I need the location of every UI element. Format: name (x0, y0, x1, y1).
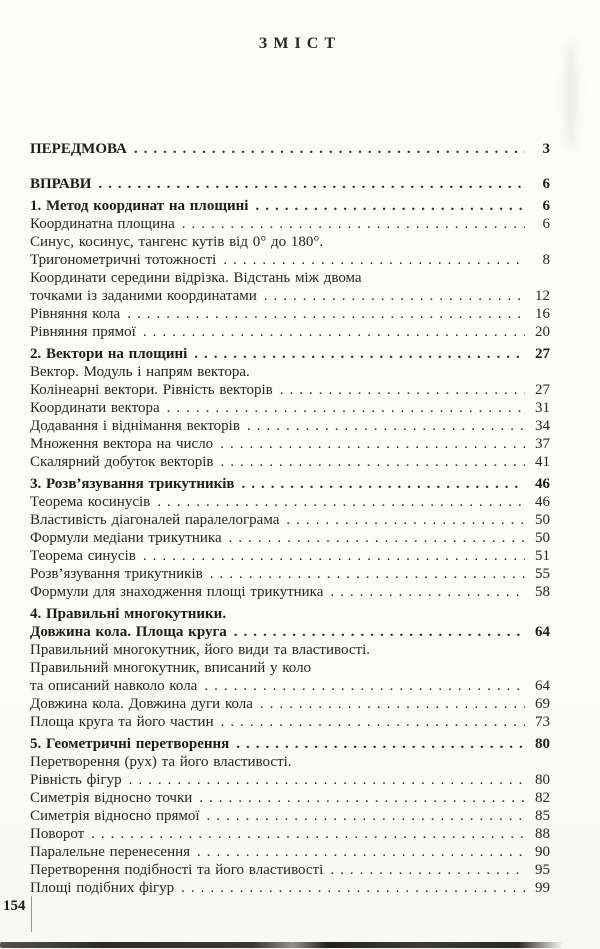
dot-leader (182, 215, 525, 233)
toc-page-number: 27 (535, 346, 550, 362)
dot-leader (204, 677, 525, 695)
toc-page-number: 8 (542, 252, 550, 268)
toc-line (30, 381, 550, 399)
dot-leader (221, 713, 525, 731)
toc-entry-title: Симетрія відносно точки (30, 790, 193, 806)
toc-entry (30, 789, 550, 807)
toc-entry-title: Площа круга та його частин (30, 714, 214, 730)
toc-entry-title: Координатна площина (30, 216, 175, 232)
toc-entry (30, 605, 550, 641)
toc-entry (30, 879, 550, 897)
toc-page-number: 6 (542, 198, 550, 214)
toc-page-number: 64 (535, 624, 550, 640)
toc-entry (30, 399, 550, 417)
toc-entry-title: 1. Метод координат на площині (30, 198, 249, 214)
toc-line (30, 417, 550, 435)
toc-entry (30, 547, 550, 565)
toc-line (30, 713, 550, 731)
dot-leader (280, 381, 525, 399)
toc-entry-title: Рівність фігур (30, 772, 122, 788)
scan-bottom-edge (0, 942, 563, 948)
toc-line (30, 695, 550, 713)
toc-entry (30, 363, 550, 399)
dot-leader (207, 807, 525, 825)
dot-leader (167, 399, 525, 417)
dot-leader (330, 861, 525, 879)
toc-entry (30, 641, 550, 695)
toc-entry-title: Симетрія відносно прямої (30, 808, 200, 824)
toc-entry-title: Тригонометричні тотожності (30, 252, 217, 268)
toc-page-number: 12 (535, 288, 550, 304)
toc-entry-title: Рівняння прямої (30, 324, 136, 340)
toc-entry (30, 861, 550, 879)
toc-entry (30, 695, 550, 713)
toc-entry (30, 583, 550, 601)
toc-entry-title: ПЕРЕДМОВА (30, 141, 127, 157)
toc-line (30, 807, 550, 825)
dot-leader (247, 417, 525, 435)
toc-entry-title: Перетворення (рух) та його властивості. (30, 754, 292, 770)
scan-smudge (566, 40, 576, 150)
toc-page-number: 6 (542, 216, 550, 232)
toc-entry-title: Довжина кола. Довжина дуги кола (30, 696, 253, 712)
toc-line (30, 623, 550, 641)
dot-leader (127, 305, 525, 323)
toc-line (30, 305, 550, 323)
toc-page-number: 20 (535, 324, 550, 340)
toc-line (30, 861, 550, 879)
toc-entry-title: Додавання і віднімання векторів (30, 418, 240, 434)
toc-page-number: 55 (535, 566, 550, 582)
dot-leader (194, 345, 525, 363)
toc-entry (30, 713, 550, 731)
dot-leader (134, 140, 525, 158)
toc-line (30, 269, 550, 287)
toc-line (30, 435, 550, 453)
dot-leader (229, 529, 525, 547)
dot-leader (91, 825, 525, 843)
toc-entry-title: Координати середини відрізка. Відстань між двома (30, 270, 362, 286)
dot-leader (129, 771, 525, 789)
toc-entry-title: Довжина кола. Площа круга (30, 624, 227, 640)
toc-page-number: 50 (535, 530, 550, 546)
toc-line (30, 843, 550, 861)
toc-entry-title: та описаний навколо кола (30, 678, 198, 694)
toc-entry (30, 493, 550, 511)
toc-entry (30, 140, 550, 158)
toc-page-number: 50 (535, 512, 550, 528)
toc-page-number: 85 (535, 808, 550, 824)
toc-line (30, 605, 550, 623)
dot-leader (264, 287, 525, 305)
toc-line (30, 233, 550, 251)
toc-line (30, 215, 550, 233)
dot-leader (199, 789, 525, 807)
dot-leader (255, 197, 525, 215)
toc-line (30, 659, 550, 677)
toc-page-number: 16 (535, 306, 550, 322)
toc-entry-title: Формули для знаходження площі трикутника (30, 584, 324, 600)
toc-entry (30, 435, 550, 453)
toc-entry (30, 323, 550, 341)
toc-line (30, 251, 550, 269)
toc-line (30, 789, 550, 807)
toc-page-number: 46 (535, 494, 550, 510)
toc-entry (30, 197, 550, 215)
dot-leader (260, 695, 525, 713)
toc-entry (30, 233, 550, 269)
toc-entry (30, 753, 550, 789)
toc-line (30, 565, 550, 583)
toc-line (30, 677, 550, 695)
dot-leader (223, 251, 525, 269)
toc-page-number: 6 (542, 176, 550, 192)
toc-entry-title: 5. Геометричні перетворення (30, 736, 230, 752)
toc-entry (30, 825, 550, 843)
toc-entry-title: Поворот (30, 826, 85, 842)
toc-page-number: 64 (535, 678, 550, 694)
page-title: ЗМІСТ (258, 35, 342, 52)
toc-line (30, 511, 550, 529)
dot-leader (236, 735, 525, 753)
toc-line (30, 529, 550, 547)
toc-entry-title: Теорема косинусів (30, 494, 151, 510)
toc-entry-title: Вектор. Модуль і напрям вектора. (30, 364, 250, 380)
toc-line (30, 363, 550, 381)
toc-line (30, 641, 550, 659)
toc-page-number: 69 (535, 696, 550, 712)
toc-entry (30, 345, 550, 363)
dot-leader (157, 493, 525, 511)
toc-page-number: 88 (535, 826, 550, 842)
toc-line (30, 287, 550, 305)
toc-entry-title: Рівняння кола (30, 306, 121, 322)
toc-line (30, 345, 550, 363)
dot-leader (242, 475, 525, 493)
toc-entry (30, 417, 550, 435)
toc-entry-title: 3. Розв’язування трикутників (30, 476, 235, 492)
toc-entry (30, 511, 550, 529)
toc-entry-title: точками із заданими координатами (30, 288, 257, 304)
dot-leader (210, 565, 525, 583)
toc-entry-title: Паралельне перенесення (30, 844, 191, 860)
toc-page-number: 95 (535, 862, 550, 878)
toc-page-number: 80 (535, 736, 550, 752)
toc-page-number: 41 (535, 454, 550, 470)
dot-leader (98, 175, 525, 193)
toc-entry (30, 453, 550, 471)
toc-page-number: 73 (535, 714, 550, 730)
dot-leader (286, 511, 525, 529)
toc-entry-title: Синус, косинус, тангенс кутів від 0° до 180°. (30, 234, 324, 250)
toc-line (30, 323, 550, 341)
toc-page-number: 58 (535, 584, 550, 600)
toc-entry-title: Колінеарні вектори. Рівність векторів (30, 382, 273, 398)
table-of-contents (0, 140, 600, 897)
dot-leader (221, 453, 525, 471)
toc-line (30, 583, 550, 601)
toc-page-number: 3 (542, 141, 550, 157)
toc-line (30, 771, 550, 789)
toc-line (30, 547, 550, 565)
toc-page-number: 82 (535, 790, 550, 806)
toc-entry-title: 2. Вектори на площині (30, 346, 188, 362)
toc-entry (30, 529, 550, 547)
toc-entry (30, 735, 550, 753)
toc-entry (30, 175, 550, 193)
toc-line (30, 735, 550, 753)
toc-entry-title: Формули медіани трикутника (30, 530, 222, 546)
toc-entry (30, 305, 550, 323)
dot-leader (143, 547, 525, 565)
dot-leader (197, 843, 525, 861)
toc-page-number: 51 (535, 548, 550, 564)
toc-entry-title: ВПРАВИ (30, 176, 92, 192)
toc-entry-title: Площі подібних фігур (30, 880, 175, 896)
toc-entry (30, 807, 550, 825)
toc-entry-title: 4. Правильні многокутники. (30, 606, 227, 622)
toc-entry-title: Властивість діагоналей паралелограма (30, 512, 280, 528)
toc-entry-title: Множення вектора на число (30, 436, 214, 452)
dot-leader (143, 323, 525, 341)
dot-leader (330, 583, 525, 601)
dot-leader (220, 435, 525, 453)
toc-entry (30, 475, 550, 493)
toc-entry-title: Розв’язування трикутників (30, 566, 203, 582)
toc-page-number: 90 (535, 844, 550, 860)
toc-line (30, 399, 550, 417)
toc-line (30, 825, 550, 843)
toc-line (30, 493, 550, 511)
toc-line (30, 175, 550, 193)
toc-page-number: 80 (535, 772, 550, 788)
toc-entry (30, 565, 550, 583)
dot-leader (181, 879, 525, 897)
toc-page-number: 27 (535, 382, 550, 398)
toc-entry-title: Перетворення подібності та його властивості (30, 862, 324, 878)
toc-line (30, 753, 550, 771)
toc-entry-title: Правильний многокутник, вписаний у коло (30, 660, 312, 676)
footer-page-number: 154 (3, 898, 26, 914)
toc-line (30, 197, 550, 215)
toc-entry (30, 843, 550, 861)
footer-divider-line (31, 896, 32, 932)
toc-page-number: 46 (535, 476, 550, 492)
toc-page-number: 31 (535, 400, 550, 416)
toc-entry-title: Теорема синусів (30, 548, 136, 564)
toc-line (30, 475, 550, 493)
toc-entry-title: Скалярний добуток векторів (30, 454, 214, 470)
toc-entry (30, 269, 550, 305)
toc-entry-title: Правильний многокутник, його види та властивості. (30, 642, 371, 658)
toc-entry (30, 215, 550, 233)
dot-leader (234, 623, 525, 641)
toc-page-number: 99 (535, 880, 550, 896)
toc-entry-title: Координати вектора (30, 400, 160, 416)
toc-line (30, 879, 550, 897)
toc-line (30, 140, 550, 158)
toc-page-number: 34 (535, 418, 550, 434)
toc-line (30, 453, 550, 471)
toc-page-number: 37 (535, 436, 550, 452)
